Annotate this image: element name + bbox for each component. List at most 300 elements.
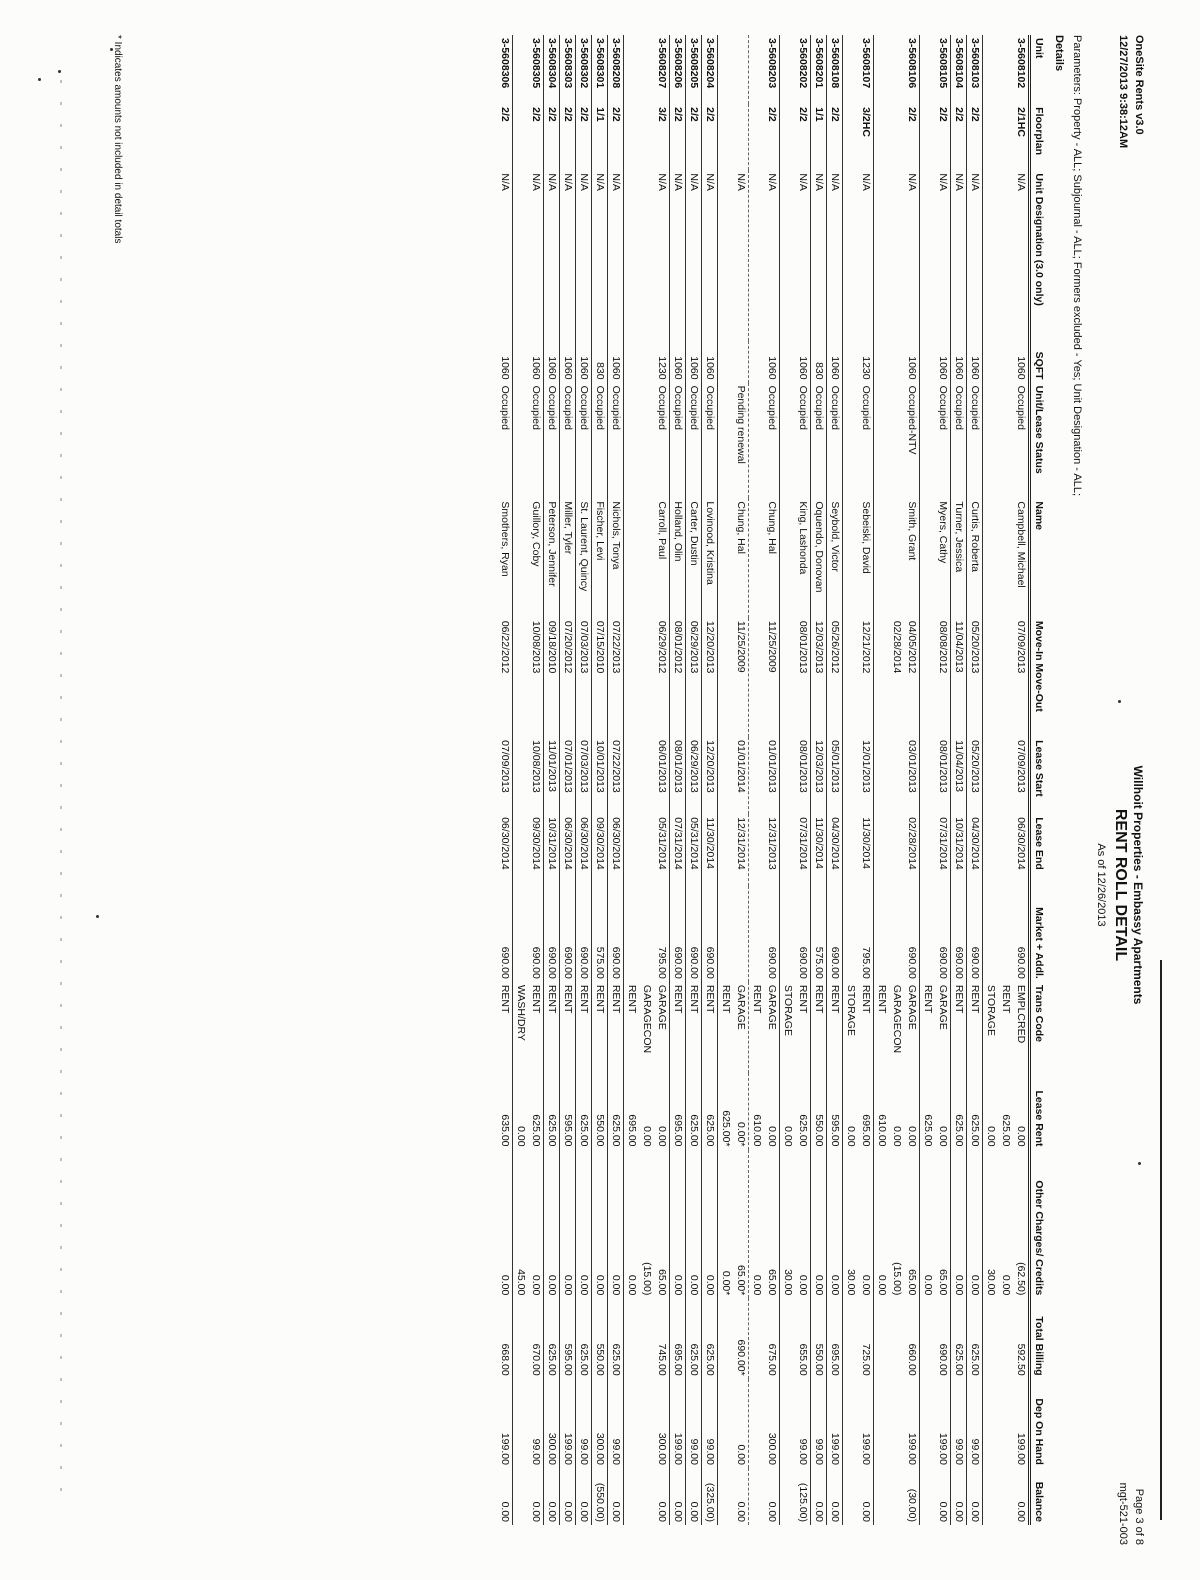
total-billing-cell: 625.00: [686, 1298, 702, 1378]
status-cell: Occupied: [654, 383, 670, 499]
rent-roll-report: [85, 35, 1145, 1555]
lease-rent-cell: 695.00: [626, 1114, 638, 1147]
other-charges-cell: 0.00: [811, 1150, 827, 1299]
deposit-cell: 199.00: [827, 1379, 843, 1468]
empty-cell: [749, 341, 765, 383]
empty-cell: [843, 498, 859, 617]
designation-cell: N/A: [1013, 170, 1030, 340]
sqft-cell: 1060: [608, 341, 624, 383]
trans-code-cell: GARAGE: [733, 982, 749, 1073]
unit-cell: 3-5608203: [764, 35, 780, 104]
unit-cell: 3-5608105: [935, 35, 951, 104]
other-charges-cell: 0.00: [560, 1150, 576, 1299]
empty-cell: [998, 886, 1013, 982]
lease-rent-cell: 0.00: [654, 1073, 670, 1149]
scan-speck: [58, 70, 61, 73]
column-header: SQFT: [1030, 341, 1048, 383]
other-charges-cell: 0.00: [626, 1274, 638, 1296]
floorplan-cell: 2/1HC: [1013, 104, 1030, 170]
empty-cell: [780, 886, 796, 982]
deposit-cell: 99.00: [795, 1379, 811, 1468]
empty-cell: [780, 498, 796, 617]
other-charges-cell: (15.00): [641, 1262, 653, 1296]
deposit-cell: 199.00: [670, 1379, 686, 1468]
unit-cell: 3-5608301: [592, 35, 608, 104]
market-cell: 690.00: [935, 886, 951, 982]
charge-row: [749, 35, 765, 1525]
empty-cell: [513, 618, 529, 737]
other-charges-cell: 0.00: [686, 1150, 702, 1299]
empty-cell: [998, 104, 1013, 170]
empty-cell: [513, 170, 529, 340]
designation-cell: N/A: [497, 170, 513, 340]
empty-cell: [983, 1468, 999, 1525]
lease-rent-cell: 625.00: [608, 1073, 624, 1149]
empty-cell: [998, 618, 1013, 737]
lease-end-cell: 05/31/2014: [654, 814, 670, 886]
empty-cell: [624, 618, 640, 737]
designation-cell: N/A: [967, 170, 983, 340]
deposit-cell: 99.00: [811, 1379, 827, 1468]
empty-cell: [749, 618, 765, 737]
trans-code-cell: GARAGE: [654, 982, 670, 1073]
lease-start-cell: 07/01/2013: [560, 737, 576, 814]
move-out-cell: 02/28/2014: [891, 620, 903, 674]
move-in-cell: 07/03/2013: [576, 618, 592, 737]
empty-cell: [780, 814, 796, 886]
empty-cell: [874, 618, 890, 737]
lease-start-cell: 07/03/2013: [576, 737, 592, 814]
lease-start-cell: 11/04/2013: [951, 737, 967, 814]
company-name: Willhoit Properties - Embassy Apartments: [1131, 765, 1145, 1005]
balance-cell: (125.00): [795, 1468, 811, 1525]
other-charges-cell: 65.00*: [733, 1150, 749, 1299]
empty-cell: [889, 170, 904, 340]
empty-cell: [920, 886, 936, 982]
empty-cell: [749, 886, 765, 982]
sqft-cell: 1060: [764, 341, 780, 383]
empty-cell: [889, 737, 904, 814]
other-charges-cell: 30.00: [782, 1269, 794, 1296]
move-in-cell: 04/05/2012: [904, 618, 920, 737]
move-in-cell: 10/08/2013: [528, 618, 544, 737]
floorplan-cell: [733, 104, 749, 170]
lease-rent-cell: 0.00: [515, 1126, 527, 1147]
empty-cell: [843, 814, 859, 886]
floorplan-cell: 2/2: [827, 104, 843, 170]
table-row: [967, 35, 983, 1525]
trans-code-cell: RENT: [592, 982, 608, 1073]
empty-cell: [998, 1468, 1013, 1525]
designation-cell: N/A: [544, 170, 560, 340]
total-billing-cell: 745.00: [654, 1298, 670, 1378]
balance-cell: (325.00): [702, 1468, 718, 1525]
market-cell: 690.00: [560, 886, 576, 982]
empty-cell: [983, 104, 999, 170]
empty-cell: [998, 383, 1013, 499]
move-in-cell: 07/15/2010: [592, 618, 608, 737]
trans-code-cell: RENT: [876, 984, 888, 1014]
other-charges-cell: 0.00: [576, 1150, 592, 1299]
empty-cell: [749, 1379, 765, 1468]
lease-start-cell: 12/20/2013: [702, 737, 718, 814]
floorplan-cell: 2/2: [576, 104, 592, 170]
other-charges-cell: 0.00: [922, 1274, 934, 1296]
page-number: Page 3 of 8: [1133, 1488, 1145, 1545]
lease-start-cell: 08/01/2013: [935, 737, 951, 814]
deposit-cell: 300.00: [764, 1379, 780, 1468]
empty-cell: [920, 1379, 936, 1468]
empty-cell: [843, 1468, 859, 1525]
table-row: [576, 35, 592, 1525]
empty-cell: [889, 341, 904, 383]
lease-rent-cell: 610.00: [751, 1114, 763, 1147]
status-cell: Occupied: [576, 383, 592, 499]
charge-row: [874, 35, 890, 1525]
table-row: [764, 35, 780, 1525]
balance-cell: 0.00: [654, 1468, 670, 1525]
empty-cell: [639, 498, 654, 617]
move-in-cell: 07/09/2013: [1013, 618, 1030, 737]
empty-cell: [920, 35, 936, 104]
balance-cell: 0.00: [528, 1468, 544, 1525]
lease-rent-cell: 0.00: [782, 1126, 794, 1147]
empty-cell: [624, 814, 640, 886]
lease-rent-cell: 695.00: [858, 1073, 874, 1149]
empty-cell: [983, 737, 999, 814]
other-charges-cell: 0.00: [592, 1150, 608, 1299]
status-cell: Pending renewal: [733, 383, 749, 499]
empty-cell: [998, 814, 1013, 886]
resident-name-cell: Nichols, Tonya: [608, 498, 624, 617]
designation-cell: N/A: [608, 170, 624, 340]
resident-name-cell: Myers, Cathy: [935, 498, 951, 617]
empty-cell: [780, 35, 796, 104]
charge-row: [718, 35, 734, 1525]
table-row: [827, 35, 843, 1525]
resident-name-cell: St. Laurent, Quincy: [576, 498, 592, 617]
sqft-cell: 1230: [654, 341, 670, 383]
empty-cell: [513, 814, 529, 886]
sqft-cell: 830: [811, 341, 827, 383]
trans-code-cell: WASH/DRY: [515, 984, 527, 1041]
resident-name-cell: Chung, Hal: [764, 498, 780, 617]
lease-rent-cell: 625.00: [1000, 1114, 1012, 1147]
lease-start-cell: 12/03/2013: [811, 737, 827, 814]
table-row: [702, 35, 718, 1525]
resident-name-cell: Lovinood, Kristina: [702, 498, 718, 617]
balance-cell: (30.00): [904, 1468, 920, 1525]
table-row: [858, 35, 874, 1525]
column-header: Lease Rent: [1030, 1073, 1048, 1149]
lease-rent-cell: 0.00: [935, 1073, 951, 1149]
lease-start-cell: 07/09/2013: [1013, 737, 1030, 814]
total-billing-cell: 625.00: [544, 1298, 560, 1378]
floorplan-cell: 2/2: [904, 104, 920, 170]
empty-cell: [843, 618, 859, 737]
other-charges-cell: 0.00: [528, 1150, 544, 1299]
balance-cell: 0.00: [827, 1468, 843, 1525]
table-row: [686, 35, 702, 1525]
sqft-cell: 1060: [1013, 341, 1030, 383]
trans-code-cell: GARAGE: [904, 982, 920, 1073]
status-cell: Occupied: [795, 383, 811, 499]
lease-end-cell: 02/28/2014: [904, 814, 920, 886]
empty-cell: [749, 170, 765, 340]
designation-cell: N/A: [827, 170, 843, 340]
total-billing-cell: 550.00: [811, 1298, 827, 1378]
move-in-cell: 08/01/2013: [795, 618, 811, 737]
lease-start-cell: 11/01/2013: [544, 737, 560, 814]
move-in-cell: 11/25/2009: [733, 618, 749, 737]
report-title: RENT ROLL DETAIL: [1112, 808, 1129, 962]
deposit-cell: 99.00: [702, 1379, 718, 1468]
charge-row: [998, 35, 1013, 1525]
empty-cell: [718, 618, 734, 737]
column-header: Market + Addl.: [1030, 886, 1048, 982]
empty-cell: [639, 1379, 654, 1468]
lease-rent-cell: 625.00: [967, 1073, 983, 1149]
deposit-cell: 99.00: [951, 1379, 967, 1468]
other-charges-cell: 0.00: [1000, 1274, 1012, 1296]
move-in-cell: 06/29/2013: [686, 618, 702, 737]
move-in-cell: 08/08/2012: [935, 618, 951, 737]
move-in-cell: 09/18/2010: [544, 618, 560, 737]
trans-code-cell: RENT: [967, 982, 983, 1073]
balance-cell: 0.00: [967, 1468, 983, 1525]
as-of-date: As of 12/26/2013: [1095, 843, 1107, 927]
status-cell: Occupied: [560, 383, 576, 499]
lease-end-cell: 06/30/2014: [576, 814, 592, 886]
lease-start-cell: 10/01/2013: [592, 737, 608, 814]
column-header: Unit: [1030, 35, 1048, 104]
balance-cell: 0.00: [560, 1468, 576, 1525]
deposit-cell: 199.00: [858, 1379, 874, 1468]
table-header-row: [1030, 35, 1048, 1525]
lease-rent-cell: 610.00: [876, 1114, 888, 1147]
unit-cell: 3-5608205: [686, 35, 702, 104]
resident-name-cell: Fischer, Levi: [592, 498, 608, 617]
empty-cell: [718, 104, 734, 170]
balance-cell: 0.00: [811, 1468, 827, 1525]
designation-cell: N/A: [592, 170, 608, 340]
report-code: mgt-521-003: [1117, 1482, 1129, 1545]
empty-cell: [780, 170, 796, 340]
empty-cell: [624, 1298, 640, 1378]
lease-end-cell: 06/30/2014: [1013, 814, 1030, 886]
lease-end-cell: 06/30/2014: [497, 814, 513, 886]
empty-cell: [889, 814, 904, 886]
unit-cell: [733, 35, 749, 104]
empty-cell: [513, 35, 529, 104]
lease-start-cell: 06/29/2013: [686, 737, 702, 814]
market-cell: 690.00: [795, 886, 811, 982]
floorplan-cell: 2/2: [560, 104, 576, 170]
lease-rent-cell: 625.00: [686, 1073, 702, 1149]
other-charges-cell: 30.00: [985, 1269, 997, 1296]
empty-cell: [889, 104, 904, 170]
other-charges-cell: 0.00: [497, 1150, 513, 1299]
trans-code-cell: GARAGECON: [641, 984, 653, 1054]
empty-cell: [624, 498, 640, 617]
move-in-cell: 05/20/2013: [967, 618, 983, 737]
resident-name-cell: Carter, Dustin: [686, 498, 702, 617]
resident-name-cell: Turner, Jessica: [951, 498, 967, 617]
market-cell: 690.00: [528, 886, 544, 982]
other-charges-cell: 0.00: [951, 1150, 967, 1299]
empty-cell: [920, 1468, 936, 1525]
empty-cell: [998, 737, 1013, 814]
status-cell: Occupied: [827, 383, 843, 499]
trans-code-cell: STORAGE: [782, 984, 794, 1036]
designation-cell: N/A: [654, 170, 670, 340]
charge-row: [624, 35, 640, 1525]
table-row: [904, 35, 920, 1525]
balance-cell: 0.00: [497, 1468, 513, 1525]
column-header: Lease End: [1030, 814, 1048, 886]
market-cell: 690.00: [702, 886, 718, 982]
empty-cell: [874, 1379, 890, 1468]
trans-code-cell: RENT: [858, 982, 874, 1073]
sqft-cell: 1060: [686, 341, 702, 383]
sqft-cell: 1060: [528, 341, 544, 383]
floorplan-cell: 2/2: [608, 104, 624, 170]
trans-code-cell: RENT: [670, 982, 686, 1073]
trans-code-cell: RENT: [686, 982, 702, 1073]
designation-cell: N/A: [904, 170, 920, 340]
empty-cell: [874, 341, 890, 383]
table-row: [733, 35, 749, 1525]
empty-cell: [749, 383, 765, 499]
lease-start-cell: 06/01/2013: [654, 737, 670, 814]
scan-edge-rule: [1160, 960, 1162, 1520]
other-charges-cell: 0.00: [858, 1150, 874, 1299]
unit-cell: 3-5608303: [560, 35, 576, 104]
charge-row: [513, 35, 529, 1525]
total-billing-cell: 550.00: [592, 1298, 608, 1378]
table-row: [497, 35, 513, 1525]
other-charges-cell: 45.00: [515, 1269, 527, 1296]
column-header: Other Charges/ Credits: [1030, 1150, 1048, 1299]
empty-cell: [983, 383, 999, 499]
charge-row: [920, 35, 936, 1525]
column-header: Move-In Move-Out: [1030, 618, 1048, 737]
lease-start-cell: 05/01/2013: [827, 737, 843, 814]
lease-rent-cell: 0.00: [891, 1126, 903, 1147]
total-billing-cell: 625.00: [608, 1298, 624, 1378]
balance-cell: 0.00: [686, 1468, 702, 1525]
empty-cell: [624, 341, 640, 383]
empty-cell: [639, 104, 654, 170]
empty-cell: [718, 1298, 734, 1378]
charge-row: [639, 35, 654, 1525]
empty-cell: [780, 383, 796, 499]
floorplan-cell: 2/2: [935, 104, 951, 170]
move-in-cell: 05/26/2012: [827, 618, 843, 737]
column-header: Floorplan: [1030, 104, 1048, 170]
total-billing-cell: 625.00: [576, 1298, 592, 1378]
lease-rent-cell: 0.00*: [733, 1073, 749, 1149]
other-charges-cell: 0.00: [608, 1150, 624, 1299]
empty-cell: [639, 737, 654, 814]
lease-end-cell: 06/30/2014: [560, 814, 576, 886]
lease-start-cell: 01/01/2013: [764, 737, 780, 814]
empty-cell: [780, 737, 796, 814]
total-billing-cell: 670.00: [528, 1298, 544, 1378]
other-charges-cell: (15.00): [891, 1262, 903, 1296]
resident-name-cell: Curtis, Roberta: [967, 498, 983, 617]
status-cell: Occupied: [670, 383, 686, 499]
empty-cell: [513, 886, 529, 982]
charge-row: [843, 35, 859, 1525]
market-cell: 690.00: [951, 886, 967, 982]
empty-cell: [998, 35, 1013, 104]
trans-code-cell: RENT: [702, 982, 718, 1073]
deposit-cell: 99.00: [967, 1379, 983, 1468]
resident-name-cell: Holland, Olin: [670, 498, 686, 617]
designation-cell: N/A: [702, 170, 718, 340]
other-charges-cell: 0.00: [795, 1150, 811, 1299]
unit-cell: 3-5608104: [951, 35, 967, 104]
floorplan-cell: 2/2: [670, 104, 686, 170]
other-charges-cell: (62.50): [1013, 1150, 1030, 1299]
empty-cell: [920, 104, 936, 170]
sqft-cell: 1060: [951, 341, 967, 383]
market-cell: 690.00: [904, 886, 920, 982]
column-header: Name: [1030, 498, 1048, 617]
empty-cell: [843, 737, 859, 814]
designation-cell: N/A: [764, 170, 780, 340]
other-charges-cell: 65.00: [904, 1150, 920, 1299]
resident-name-cell: King, Lashonda: [795, 498, 811, 617]
empty-cell: [983, 618, 999, 737]
unit-cell: 3-5608206: [670, 35, 686, 104]
empty-cell: [983, 170, 999, 340]
empty-cell: [718, 886, 734, 982]
balance-cell: 0.00: [576, 1468, 592, 1525]
empty-cell: [874, 383, 890, 499]
column-header: Unit/Lease Status: [1030, 383, 1048, 499]
sqft-cell: 1060: [670, 341, 686, 383]
lease-rent-cell: 625.00*: [720, 1110, 732, 1147]
sqft-cell: 1060: [967, 341, 983, 383]
empty-cell: [874, 104, 890, 170]
lease-end-cell: 04/30/2014: [967, 814, 983, 886]
empty-cell: [889, 383, 904, 499]
balance-cell: 0.00: [764, 1468, 780, 1525]
sqft-cell: 1060: [497, 341, 513, 383]
empty-cell: [718, 341, 734, 383]
empty-cell: [998, 170, 1013, 340]
resident-name-cell: Oquendo, Donovan: [811, 498, 827, 617]
lease-rent-cell: 0.00: [985, 1126, 997, 1147]
empty-cell: [889, 1298, 904, 1378]
empty-cell: [983, 1379, 999, 1468]
market-cell: 795.00: [858, 886, 874, 982]
designation-cell: N/A: [670, 170, 686, 340]
unit-cell: 3-5608103: [967, 35, 983, 104]
deposit-cell: 99.00: [528, 1379, 544, 1468]
market-cell: 795.00: [654, 886, 670, 982]
lease-rent-cell: 550.00: [811, 1073, 827, 1149]
other-charges-cell: 0.00: [827, 1150, 843, 1299]
lease-end-cell: 05/31/2014: [686, 814, 702, 886]
sqft-cell: 1060: [544, 341, 560, 383]
empty-cell: [624, 170, 640, 340]
lease-rent-cell: 595.00: [827, 1073, 843, 1149]
empty-cell: [983, 886, 999, 982]
floorplan-cell: 2/2: [686, 104, 702, 170]
